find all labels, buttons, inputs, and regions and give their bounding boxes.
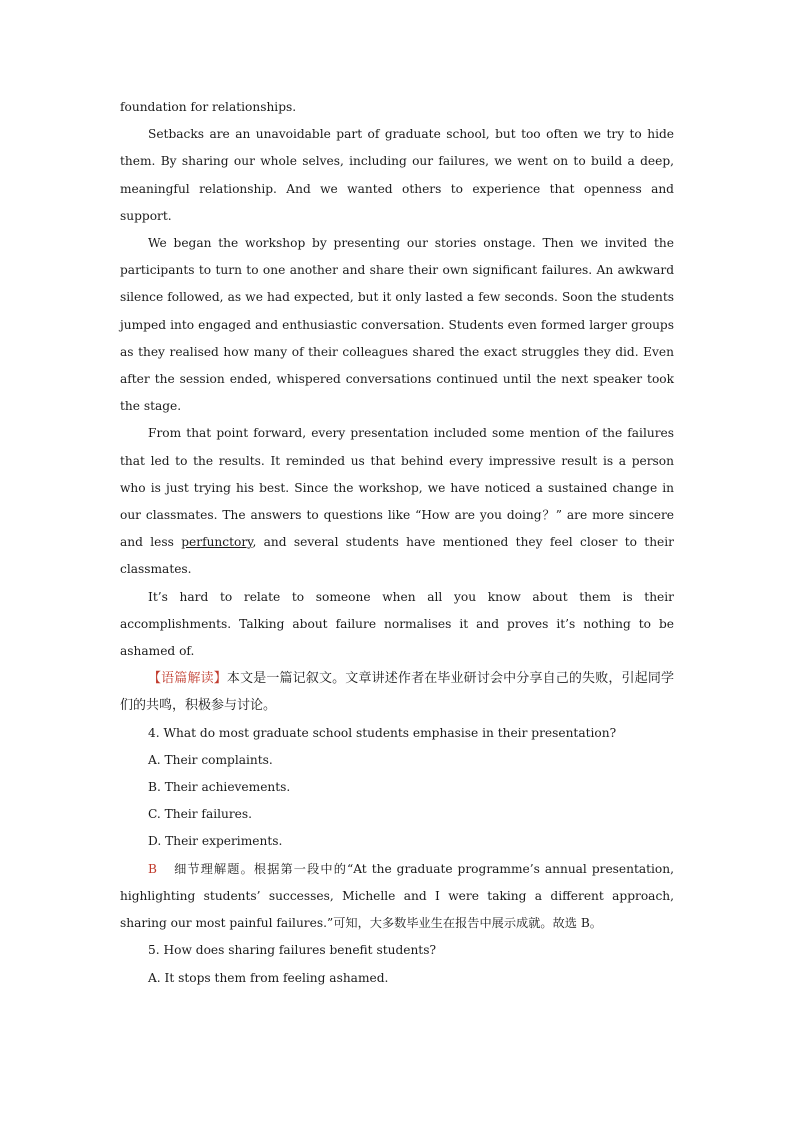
paragraph-3-text-a: From that point forward, every presentation included some mention of the failures that led to the results. It reminded us that behind every impressive result is a person who is just trying his best. Since the workshop, we have noticed a sustained change in our classmates. The answers to questions like “How are you doing？” are more sincere and less xyxy=(120,426,674,550)
passage-paragraph-1: Setbacks are an unavoidable part of graduate school, but too often we try to hide them. By sharing our whole selves, including our failures, we went on to build a deep, meaningful relationship. And we wanted others to experience that openness and support. xyxy=(120,127,674,223)
answer-letter: B xyxy=(148,861,157,876)
underlined-word: perfunctory xyxy=(181,535,253,550)
question-5-option-a: A. It stops them from feeling ashamed. xyxy=(148,970,389,985)
question-4-option-a: A. Their complaints. xyxy=(148,752,273,767)
analysis-text: 本文是一篇记叙文。文章讲述作者在毕业研讨会中分享自己的失败，引起同学们的共鸣，积极参与讨论。 xyxy=(120,671,674,714)
analysis-paragraph xyxy=(120,665,674,719)
question-4-stem: 4. What do most graduate school students emphasise in their presentation? xyxy=(148,725,617,740)
paragraph-3-text-b: , and several students have mentioned they feel closer to their classmates. xyxy=(120,535,674,577)
passage-paragraph-0: foundation for relationships. xyxy=(120,100,297,114)
question-4-option-c: C. Their failures. xyxy=(148,807,253,822)
question-4-explanation xyxy=(120,856,674,938)
document-page xyxy=(120,94,674,992)
passage-paragraph-2: We began the workshop by presenting our stories onstage. Then we invited the participants to turn to one another and share their own significant failures. An awkward silence followed, as we had expected, but it only lasted a few seconds. Soon the students jumped into engaged and enthusiastic conversation. Students even formed larger groups as they realised how many of their colleagues shared the exact struggles they did. Even after the session ended, whispered conversations continued until the next speaker took the stage. xyxy=(120,236,674,414)
analysis-tag: 【语篇解读】 xyxy=(148,671,227,687)
question-5-stem: 5. How does sharing failures benefit students? xyxy=(148,943,436,958)
explanation-text: 细节理解题。根据第一段中的“At the graduate programme’s annual presentation, highlighting students’ successes, Michelle and I were taking a different approach, sharing our most painful failures.”可知，大多数毕业生在报告中展示成就。故选 B。 xyxy=(120,861,674,931)
passage-paragraph-3 xyxy=(120,420,674,583)
question-4-option-d: D. Their experiments. xyxy=(148,834,283,849)
question-4-option-b: B. Their achievements. xyxy=(148,780,291,795)
passage-paragraph-4: It’s hard to relate to someone when all you know about them is their accomplishments. Talking about failure normalises it and proves it’s nothing to be ashamed of. xyxy=(120,589,674,659)
